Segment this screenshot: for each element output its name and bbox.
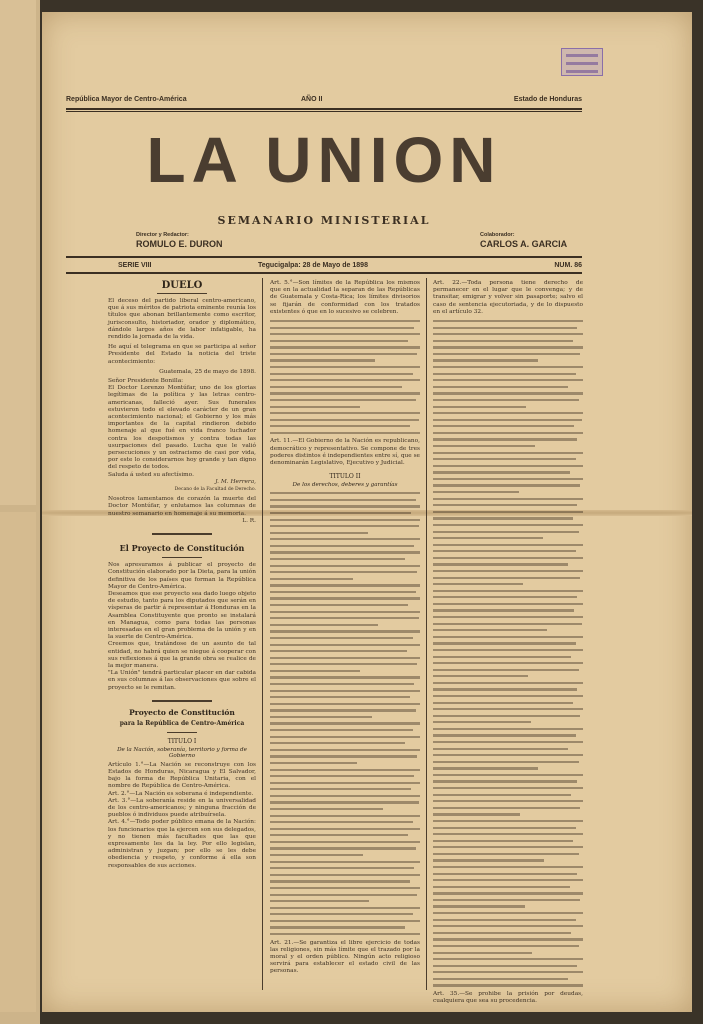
duelo-rule xyxy=(157,293,207,294)
article-21: Art. 21.—Se garantiza el libre ejercicio de todas las religiones, sin más límite que el trazado por la moral y el orden público. Ningún acto religioso servirá para establecer el estado civil de las personas. xyxy=(270,939,420,975)
collaborator-label: Colaborador: xyxy=(480,232,515,238)
article-1: Artículo 1.°—La Nación se reconstruye con los Estados de Honduras, Nicaragua y El Salvador, bajo la forma de República Unitaria, con el nombre de República de Centro-América. xyxy=(108,761,256,790)
proyecto-constitucion-subheading: para la República de Centro-América xyxy=(119,719,245,727)
duelo-signature-role: Decano de la Facultad de Derecho. xyxy=(174,487,256,493)
issue-rule-top xyxy=(66,256,582,258)
director-name: ROMULO E. DURON xyxy=(136,239,223,249)
proyecto-paragraph-2: Deseamos que ese proyecto sea dado luego objeto de estudio, tanto para los diputados que serán en vísperas de partir á representar á Honduras en la Asamblea Constituyente que pronto se instalará en Managua, como para todas las personas interesadas en el gran problema de la unión y en la suerte de Centro-América. xyxy=(108,590,256,641)
adjacent-page-lower xyxy=(0,512,36,1012)
titulo-2-subheading: De los derechos, deberes y garantías xyxy=(292,482,398,489)
duelo-closing: Saluda á usted su afectísimo. xyxy=(108,471,194,478)
state-label: Estado de Honduras xyxy=(513,96,582,103)
proyecto-paragraph-1: Nos apresuramos á publicar el proyecto de Constitución elaborado por la Dieta, para la unión definitiva de los países que forman la República Mayor de Centro-América. xyxy=(108,562,256,590)
duelo-date: Guatemala, 25 de mayo de 1898. xyxy=(159,368,256,375)
masthead-subtitle: SEMANARIO MINISTERIAL xyxy=(217,214,431,227)
collaborator-name: CARLOS A. GARCIA xyxy=(480,239,568,249)
column-divider-1 xyxy=(262,278,263,990)
proyecto-rule xyxy=(162,557,202,558)
article-11: Art. 11.—El Gobierno de la Nación es republicano, democrático y representativo. Se compone de tres poderes distintos é independientes entre sí, que se denominarán Legislativo, Ejecutivo y Judicial. xyxy=(270,438,420,467)
article-5: Art. 5.°—Son límites de la República los mismos que en la actualidad la separan de las Repúblicas de Guatemala y Costa-Rica; los límites divisorios se fijarán de conformidad con los tratados existentes ó que en lo sucesivo se celebren. xyxy=(270,280,420,315)
collaborator-block xyxy=(480,232,567,249)
column-3 xyxy=(433,280,583,1005)
titulo-1-heading: TITULO I xyxy=(167,737,197,745)
titulo-2-heading: TITULO II xyxy=(329,473,361,481)
series-label: SERIE VIII xyxy=(118,262,152,269)
column-2-upper-text xyxy=(270,320,420,434)
section-rule-2 xyxy=(152,700,212,702)
duelo-paragraph: El deceso del partido liberal centro-americano, que á sus méritos de patriota eminente reunía los títulos que abonan brillantemente como escritor, jurisconsulto, historiador, orador y diplomático, dándole largos años de labor infatigable, ha rendido la jornada de la vida. xyxy=(108,298,256,341)
top-rule-thin xyxy=(66,111,582,112)
adjacent-page-strip xyxy=(0,0,40,1024)
adjacent-page-upper xyxy=(0,0,36,505)
duelo-body: El Doctor Lorenzo Montúfar, uno de los glorias legítimas de la política y las letras centro-americanas, falleció ayer. Sus funerales estuvieron todo el elevado carácter de un gran acontecimiento nacional; el Gobierno y los más importantes de la capital rindieron debido homenaje al que fué en vida franco luchador contra los despotismos y contra todas las usurpaciones del pasado. Lucha que le valió persecuciones y un ostracismo de casi por vida, por este lo considerarnos hoy grande y tan digno del respeto de todos. xyxy=(108,385,256,471)
masthead-title: LA UNION xyxy=(146,124,502,196)
proyecto-paragraph-4: "La Unión" tendrá particular placer en dar cabida en sus columnas á las observaciones que sobre el proyecto se le remitan. xyxy=(108,670,256,691)
article-4: Art. 4.°—Todo poder público emana de la Nación: los funcionarios que la ejercen son sus delegados, y no tienen más facultades que las que expresamente les da la ley. Por ello legislan, administran y juzgan; por ello se les debe obediencia y respeto, y conforme á ella son responsables de sus acciones. xyxy=(108,819,256,869)
column-2 xyxy=(270,280,420,976)
column-1 xyxy=(108,280,256,870)
duelo-heading: DUELO xyxy=(161,280,203,291)
year-label: AÑO II xyxy=(301,96,323,103)
titulo-1-subheading: De la Nación, soberanía, territorio y forma de Gobierno xyxy=(117,746,247,759)
dateline: Tegucigalpa: 28 de Mayo de 1898 xyxy=(258,262,368,269)
column-2-lower-text xyxy=(270,492,420,935)
duelo-final: Nosotros lamentamos de corazón la muerte del Doctor Montúfar, y enlutamos las columnas de nuestro semanario en homenaje á su memoria. xyxy=(108,496,256,517)
top-rule xyxy=(66,108,582,110)
proyecto-heading: El Proyecto de Constitución xyxy=(119,543,245,554)
duelo-salute: Señor Presidente Bonilla: xyxy=(108,378,184,385)
article-2: Art. 2.°—La Nación es soberana é independiente. xyxy=(108,790,254,797)
issue-rule-bottom xyxy=(66,272,582,274)
duelo-initials: L. R. xyxy=(242,517,256,524)
column-3-text xyxy=(433,320,583,987)
article-35: Art. 35.—Se prohibe la prisión por deudas, cualquiera que sea su procedencia. xyxy=(433,990,583,1005)
director-label: Director y Redactor: xyxy=(136,232,189,238)
proyecto-paragraph-3: Creemos que, tratándose de un asunto de tal entidad, no habrá quien se niegue á cooperar con sus reflexiones á que la grande obra se realice de la mejor manera. xyxy=(108,641,256,669)
article-3: Art. 3.°—La soberanía reside en la universalidad de los centro-americanos; y ninguna fracción de pueblos ó individuos puede atribuírsela. xyxy=(108,797,256,819)
article-22: Art. 22.—Toda persona tiene derecho de permanecer en el lugar que le convenga; y de transitar, emigrar y volver sin pasaporte; salvo el caso de sentencia ejecutoriada, y de lo dispuesto en el artículo 32. xyxy=(433,280,583,315)
proyecto-constitucion-heading: Proyecto de Constitución xyxy=(129,707,235,717)
duelo-paragraph-2: He aquí el telegrama en que se participa al señor Presidente del Estado la noticia del triste acontecimiento: xyxy=(108,344,256,365)
republic-label: República Mayor de Centro-América xyxy=(66,96,187,103)
director-block xyxy=(136,232,223,249)
duelo-signature: J. M. Herrera, xyxy=(215,478,256,485)
titulo-rule xyxy=(167,732,197,733)
column-divider-2 xyxy=(426,278,427,990)
section-rule-1 xyxy=(152,533,212,535)
library-stamp xyxy=(561,48,603,76)
issue-number: NUM. 86 xyxy=(554,262,582,269)
